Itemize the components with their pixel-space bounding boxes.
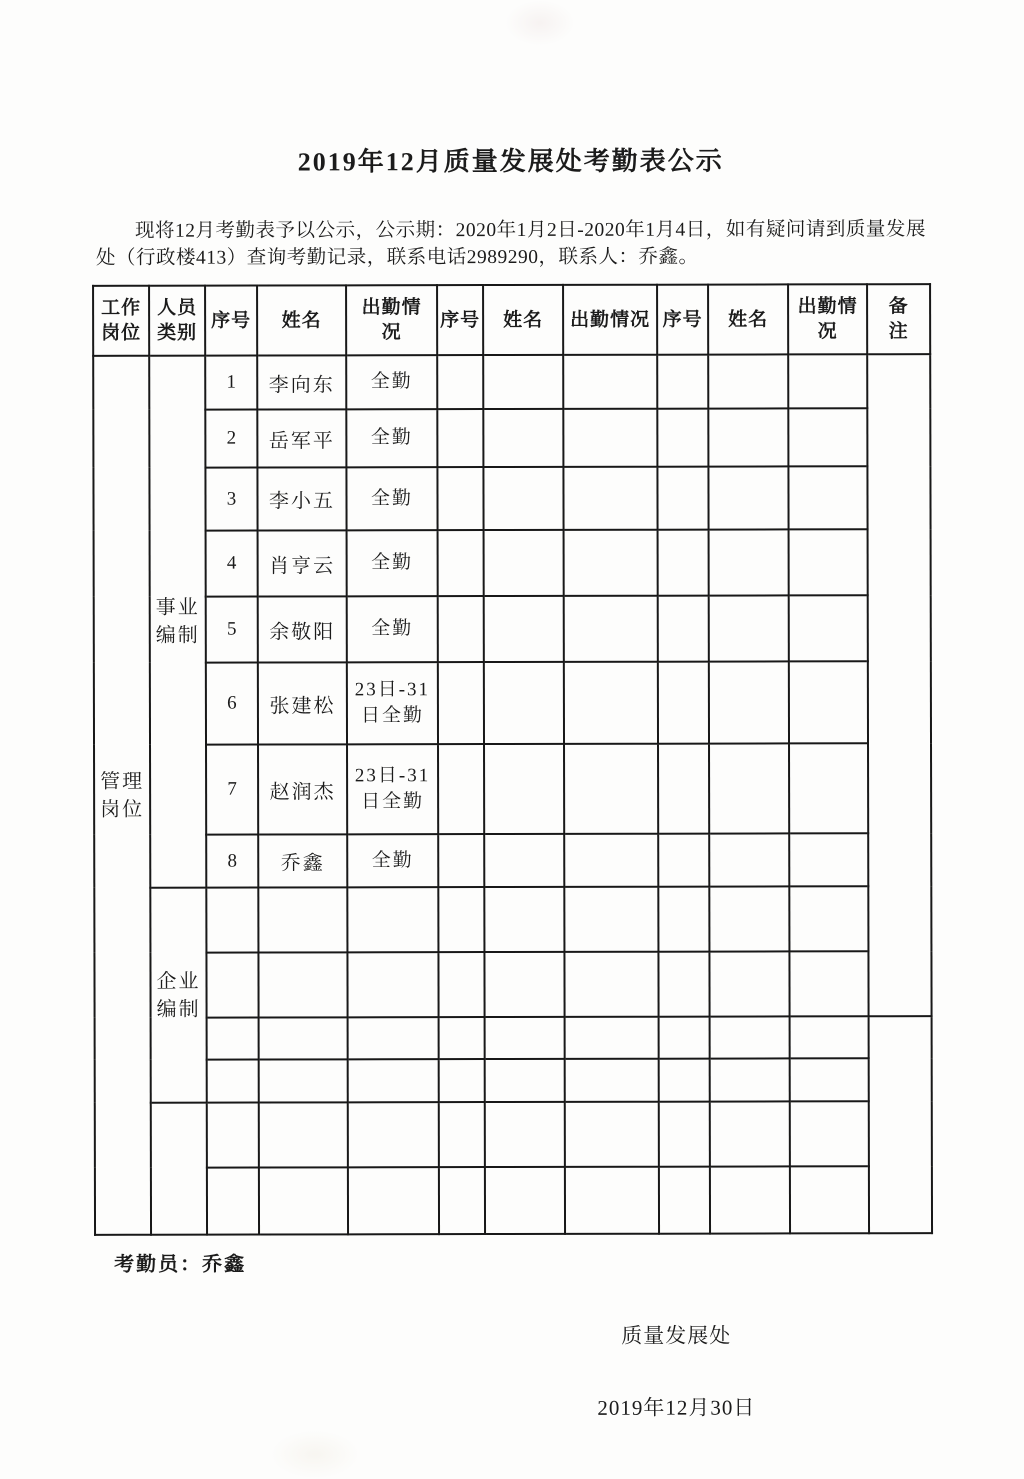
header-no-1: 序号 (205, 286, 257, 356)
cell-remark-upper (867, 354, 931, 1016)
header-attendance-2: 出勤情况 (563, 285, 657, 355)
empty-cell (484, 952, 564, 1017)
empty-cell (657, 409, 708, 467)
empty-cell (438, 744, 484, 834)
empty-cell (563, 467, 657, 530)
empty-cell (438, 952, 484, 1017)
table-row (94, 661, 931, 745)
empty-cell (658, 596, 709, 662)
cell-attendance: 全勤 (347, 530, 438, 596)
cell-name: 李小五 (257, 467, 346, 530)
empty-cell (710, 1166, 790, 1233)
table-row (94, 529, 931, 597)
empty-cell (484, 596, 564, 662)
cell-attendance: 全勤 (346, 409, 437, 467)
cell-no: 4 (206, 531, 258, 597)
cell-no: 7 (206, 745, 258, 835)
cell-attendance: 全勤 (346, 355, 437, 409)
table-row (93, 354, 930, 410)
empty-cell (790, 1166, 869, 1233)
empty-cell (206, 888, 258, 953)
empty-cell (439, 1059, 485, 1102)
cell-no: 3 (205, 468, 257, 531)
empty-cell (564, 530, 658, 596)
empty-cell (788, 354, 867, 408)
empty-cell (484, 744, 564, 834)
header-category: 人员 类别 (149, 286, 205, 356)
table-row (94, 951, 931, 1018)
empty-cell (788, 466, 867, 529)
cell-name: 乔鑫 (258, 834, 347, 887)
cell-name: 张建松 (258, 662, 347, 744)
empty-cell (709, 743, 789, 833)
recorder-note: 考勤员：乔鑫 (114, 1253, 247, 1276)
empty-cell (709, 886, 789, 951)
intro-paragraph: 现将12月考勤表予以公示，公示期：2020年1月2日-2020年1月4日，如有疑问请到质量发展处（行政楼413）查询考勤记录，联系电话2989290，联系人：乔鑫。 (95, 219, 926, 269)
cell-no: 8 (206, 835, 258, 888)
empty-cell (790, 1101, 869, 1166)
empty-cell (483, 409, 563, 467)
empty-cell (659, 1102, 710, 1167)
header-no-3: 序号 (657, 285, 708, 355)
empty-cell (485, 1102, 565, 1167)
cell-no: 5 (206, 597, 258, 663)
cell-no: 1 (205, 356, 257, 410)
table-row (95, 1016, 932, 1060)
cell-no: 6 (206, 663, 258, 745)
empty-cell (564, 744, 658, 834)
empty-cell (438, 834, 484, 887)
table-row (93, 408, 930, 468)
empty-cell (207, 1018, 259, 1060)
empty-cell (710, 1058, 790, 1101)
empty-cell (709, 661, 789, 743)
empty-cell (789, 661, 868, 743)
attendance-table (92, 283, 933, 1236)
empty-cell (658, 662, 709, 744)
empty-cell (563, 409, 657, 467)
cell-name: 肖亨云 (258, 530, 347, 596)
cell-attendance: 全勤 (347, 834, 438, 887)
empty-cell (565, 1102, 659, 1167)
cell-attendance: 23日-31 日全勤 (347, 662, 438, 744)
empty-cell (484, 662, 564, 744)
empty-cell (658, 887, 709, 952)
table-row (94, 833, 931, 888)
empty-cell (708, 408, 788, 466)
table-row (95, 1166, 932, 1235)
empty-cell (658, 530, 709, 596)
cell-post-group: 管理 岗位 (93, 356, 151, 1235)
empty-cell (658, 952, 709, 1017)
empty-cell (565, 1167, 659, 1234)
empty-cell (258, 887, 347, 952)
cell-name: 余敬阳 (258, 596, 347, 662)
empty-cell (259, 1102, 348, 1167)
empty-cell (484, 887, 564, 952)
empty-cell (657, 467, 708, 530)
header-name-1: 姓名 (257, 285, 346, 355)
empty-cell (437, 355, 483, 409)
empty-cell (564, 952, 658, 1017)
table-row (93, 466, 930, 531)
empty-cell (710, 1016, 790, 1058)
empty-cell (439, 1102, 485, 1167)
empty-cell (564, 887, 658, 952)
header-post: 工作 岗位 (93, 286, 149, 356)
empty-cell (564, 834, 658, 887)
empty-cell (348, 1102, 439, 1167)
empty-cell (483, 355, 563, 409)
header-attendance-1: 出勤情 况 (346, 285, 437, 355)
cell-category-blank (151, 1103, 207, 1235)
empty-cell (485, 1167, 565, 1234)
cell-remark-lower (869, 1016, 932, 1233)
empty-cell (564, 662, 658, 744)
empty-cell (484, 834, 564, 887)
empty-cell (789, 886, 868, 951)
empty-cell (438, 887, 484, 952)
cell-no: 2 (205, 410, 257, 468)
empty-cell (348, 1017, 439, 1059)
empty-cell (438, 662, 484, 744)
empty-cell (708, 354, 788, 408)
empty-cell (439, 1167, 485, 1234)
header-attendance-3: 出勤情 况 (788, 284, 867, 354)
empty-cell (789, 529, 868, 595)
signature-date: 2019年12月30日 (597, 1395, 756, 1420)
page-title: 2019年12月质量发展处考勤表公示 (297, 146, 724, 177)
empty-cell (790, 1016, 869, 1058)
cell-attendance: 全勤 (346, 467, 437, 530)
empty-cell (789, 743, 868, 833)
empty-cell (439, 1017, 485, 1059)
empty-cell (790, 1058, 869, 1101)
empty-cell (484, 530, 564, 596)
table-row (94, 743, 931, 835)
empty-cell (708, 466, 788, 529)
cell-name: 岳军平 (257, 409, 346, 467)
empty-cell (789, 833, 868, 886)
empty-cell (207, 1060, 259, 1103)
empty-cell (347, 887, 438, 952)
empty-cell (789, 595, 868, 661)
cell-category-enterprise: 企业 编制 (150, 888, 206, 1103)
empty-cell (659, 1059, 710, 1102)
empty-cell (437, 409, 483, 467)
cell-attendance: 全勤 (347, 596, 438, 662)
empty-cell (709, 529, 789, 595)
empty-cell (659, 1017, 710, 1059)
cell-category-public: 事业 编制 (149, 356, 206, 888)
table-row (95, 1058, 932, 1103)
table-row (94, 886, 931, 953)
empty-cell (565, 1017, 659, 1059)
empty-cell (207, 1103, 259, 1168)
signature-block (506, 1281, 846, 1462)
empty-cell (565, 1059, 659, 1102)
empty-cell (348, 1059, 439, 1102)
empty-cell (789, 951, 868, 1016)
header-name-2: 姓名 (483, 285, 563, 355)
empty-cell (563, 355, 657, 409)
empty-cell (659, 1167, 710, 1234)
empty-cell (258, 952, 347, 1017)
empty-cell (206, 953, 258, 1018)
table-row (95, 1101, 932, 1168)
empty-cell (709, 833, 789, 886)
header-name-3: 姓名 (708, 284, 788, 354)
cell-attendance: 23日-31 日全勤 (347, 744, 438, 834)
empty-cell (710, 1101, 790, 1166)
header-no-2: 序号 (437, 285, 483, 355)
empty-cell (709, 951, 789, 1016)
empty-cell (347, 952, 438, 1017)
empty-cell (485, 1017, 565, 1059)
empty-cell (437, 467, 483, 530)
cell-name: 赵润杰 (258, 744, 347, 834)
empty-cell (657, 355, 708, 409)
empty-cell (485, 1059, 565, 1102)
empty-cell (788, 408, 867, 466)
cell-name: 李向东 (257, 355, 346, 409)
empty-cell (259, 1017, 348, 1059)
empty-cell (259, 1167, 348, 1234)
empty-cell (709, 595, 789, 661)
empty-cell (438, 596, 484, 662)
table-row (94, 595, 931, 663)
empty-cell (658, 834, 709, 887)
empty-cell (259, 1059, 348, 1102)
empty-cell (348, 1167, 439, 1234)
empty-cell (658, 744, 709, 834)
header-row (93, 284, 930, 356)
empty-cell (207, 1168, 259, 1235)
empty-cell (438, 530, 484, 596)
empty-cell (564, 596, 658, 662)
signature-org: 质量发展处 (621, 1323, 732, 1348)
header-remark: 备 注 (867, 284, 930, 354)
empty-cell (483, 467, 563, 530)
